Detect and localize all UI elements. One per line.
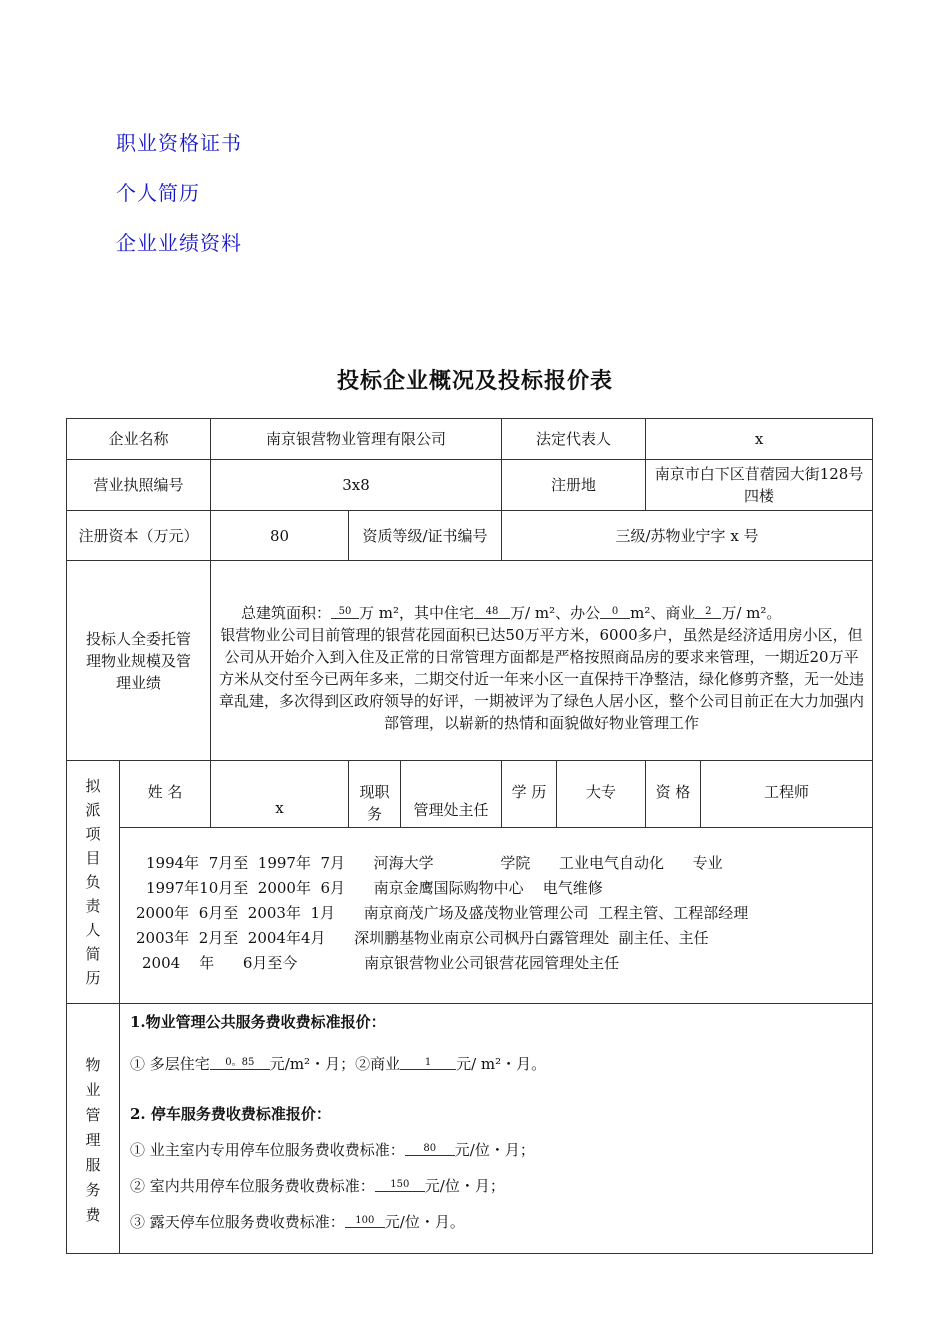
fee-outdoor-parking-value: 100: [345, 1215, 385, 1228]
fee-shared-parking-value: 150: [375, 1179, 425, 1192]
manager-edu-value: 大专: [557, 761, 646, 828]
fee-line-outdoor-parking: [130, 1210, 862, 1234]
legal-rep-label: 法定代表人: [502, 419, 646, 460]
fee-line-shared-parking: [130, 1174, 862, 1198]
document-links: [116, 128, 242, 278]
area-commercial: 2: [695, 606, 721, 619]
fee-outdoor-parking-unit: 元/位・月。: [384, 1213, 465, 1231]
fee-shared-parking-label: ② 室内共用停车位服务费收费标准：: [130, 1177, 375, 1195]
area-total-unit: 万 m²，其中住宅: [359, 603, 475, 622]
qualification-value: 三级/苏物业宁字 x 号: [502, 511, 873, 561]
manager-edu-label: 学 历: [502, 761, 557, 828]
row-company-name: [67, 419, 873, 460]
manager-position-label: 现职务: [349, 761, 401, 828]
fee-outdoor-parking-label: ③ 露天停车位服务费收费标准：: [130, 1213, 345, 1231]
manager-qual-label: 资 格: [646, 761, 701, 828]
resume-line: 1994年 7月至 1997年 7月 河海大学 学院 工业电气自动化 专业: [146, 854, 723, 872]
fee-private-parking-unit: 元/位・月；: [454, 1141, 535, 1159]
area-prefix: 总建筑面积：: [241, 603, 332, 622]
area-office-unit: m²、商业: [630, 603, 696, 622]
link-personal-resume[interactable]: 个人简历: [116, 181, 200, 205]
qualification-label: 资质等级/证书编号: [349, 511, 502, 561]
row-management-scale: [67, 561, 873, 761]
area-office: 0: [600, 606, 630, 619]
manager-resume: [120, 828, 873, 1004]
company-name-value: 南京银营物业管理有限公司: [211, 419, 502, 460]
address-label: 注册地: [502, 460, 646, 511]
fee-heading-parking: 2. 停车服务费收费标准报价：: [130, 1105, 331, 1123]
row-capital: [67, 511, 873, 561]
row-manager-resume: [67, 828, 873, 1004]
fee-private-parking-label: ① 业主室内专用停车位服务费收费标准：: [130, 1141, 405, 1159]
fee-residential-unit: 元/m²・月；②商业: [269, 1055, 401, 1073]
resume-line: 2003年 2月至 2004年4月 深圳鹏基物业南京公司枫丹白露管理处 副主任、主任: [136, 929, 709, 947]
capital-label: 注册资本（万元）: [67, 511, 211, 561]
row-manager-info: [67, 761, 873, 828]
fee-heading-public: 1.物业管理公共服务费收费标准报价：: [130, 1013, 386, 1031]
link-qualification-certificate[interactable]: 职业资格证书: [116, 131, 242, 155]
license-value: 3x8: [211, 460, 502, 511]
address-value: 南京市白下区苜蓿园大街128号四楼: [646, 460, 873, 511]
fee-private-parking-value: 80: [405, 1143, 455, 1156]
area-commercial-unit: 万/ m²。: [721, 603, 782, 622]
area-residential-unit: 万/ m²、办公: [510, 603, 601, 622]
resume-line: 1997年10月至 2000年 6月 南京金鹰国际购物中心 电气维修: [146, 879, 603, 897]
manager-name-value: x: [211, 761, 349, 828]
fee-commercial-value: 1: [400, 1057, 456, 1070]
fee-residential-label: ① 多层住宅: [130, 1055, 210, 1073]
fee-line-public: [130, 1052, 862, 1076]
fees-section-label: [67, 1004, 120, 1254]
page-title: 投标企业概况及投标报价表: [336, 368, 613, 394]
area-line: [219, 602, 864, 624]
manager-name-label: 姓 名: [120, 761, 211, 828]
fee-residential-value: 0。85: [210, 1057, 270, 1070]
resume-line: 2004 年 6月至今 南京银营物业公司银营花园管理处主任: [142, 954, 620, 972]
scale-label: [67, 561, 211, 761]
scale-label-text: 投标人全委托管理物业规模及管理业绩: [86, 629, 192, 692]
capital-value: 80: [211, 511, 349, 561]
scale-content: [211, 561, 873, 761]
fee-shared-parking-unit: 元/位・月；: [424, 1177, 505, 1195]
fee-line-private-parking: [130, 1138, 862, 1162]
area-total: 50: [331, 606, 359, 619]
company-name-label: 企业名称: [67, 419, 211, 460]
manager-section-label-text: 拟派项目负责人简历: [85, 777, 101, 987]
manager-section-label: [67, 761, 120, 1004]
fees-content: [120, 1004, 873, 1254]
manager-qual-value: 工程师: [701, 761, 873, 828]
link-company-performance[interactable]: 企业业绩资料: [116, 231, 242, 255]
bid-overview-table: [66, 418, 873, 1254]
manager-position-value: 管理处主任: [401, 761, 502, 828]
legal-rep-value: x: [646, 419, 873, 460]
resume-line: 2000年 6月至 2003年 1月 南京商茂广场及盛茂物业管理公司 工程主管、工程部经理: [136, 904, 749, 922]
row-fees: [67, 1004, 873, 1254]
license-label: 营业执照编号: [67, 460, 211, 511]
fees-section-label-text: 物业管理服务费: [85, 1056, 101, 1224]
fee-commercial-unit: 元/ m²・月。: [456, 1055, 547, 1073]
row-license: [67, 460, 873, 511]
performance-text: 银营物业公司目前管理的银营花园面积已达50万平方米，6000多户，虽然是经济适用房小区，但公司从开始介入到入住及正常的日常管理方面都是严格按照商品房的要求来管理，一期近20万平方米从交付至今已两年多来，二期交付近一年来小区一直保持干净整洁，绿化修剪齐整，无一处违章乱建，多次得到区政府领导的好评，一期被评为了绿色人居小区，整个公司目前正在大力加强内部管理，以崭新的热情和面貌做好物业管理工作: [219, 625, 865, 732]
area-residential: 48: [474, 606, 510, 619]
